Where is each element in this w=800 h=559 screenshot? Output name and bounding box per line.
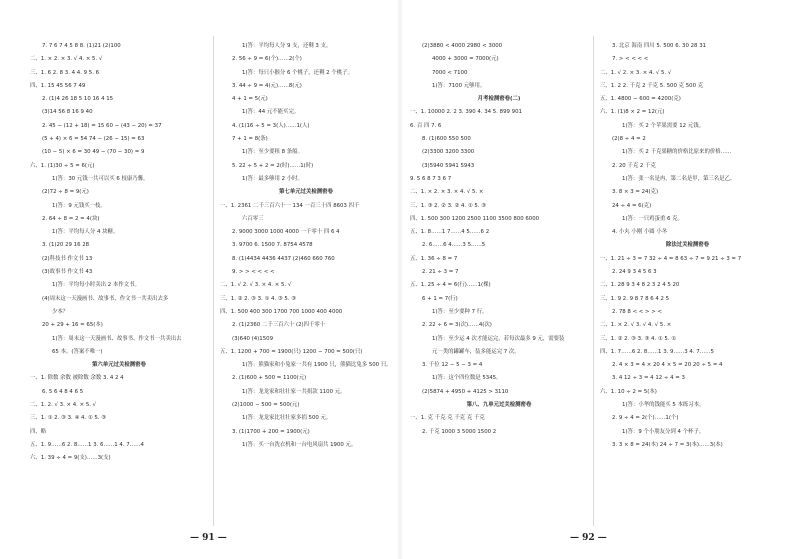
answer-line: 2. 64 ÷ 8 = 2 = 4(块) (42, 215, 100, 222)
answer-line: 2. 千克 1000 3 5000 1500 2 (422, 428, 497, 435)
answer-line: (3)故事书 作文书 43 (42, 269, 93, 276)
answer-line: 1)答：龙龙家比壮壮家多捐 500 元。 (242, 415, 332, 422)
answer-line: 二、1. × 2. × 3. × 4. √ 5. × (410, 189, 484, 196)
answer-line: 4. 小丸 小刚 小圆 小冬 (612, 229, 668, 236)
answer-line: 24 ÷ 4 = 6(克) (612, 202, 652, 209)
answer-line: (2)3880 < 4000 2980 < 3000 (422, 43, 503, 49)
answer-line: (2)72 ÷ 8 = 9(元) (42, 189, 89, 196)
answer-line: 三、1. ① 2. ③ 3. ④ 4. ① 5. ③ (30, 415, 107, 422)
answer-line: 8. (1)600 550 500 (422, 136, 471, 143)
answer-line: 4. (1)16 ÷ 5 = 3(人)……1(人) (232, 122, 310, 129)
answer-line: 2. 22 ÷ 6 = 3(次)……4(次) (422, 322, 492, 329)
section-heading: 第八、九单元过关检测密卷 (466, 402, 532, 409)
answer-line: 7 + 1 = 8(条) (232, 136, 268, 143)
answer-line: 2. 20 千克 2 千克 (612, 162, 656, 169)
answer-line: 2. 78 8 < < > > < (612, 308, 663, 315)
answer-line: (3)5940 5941 5943 (422, 162, 475, 169)
answer-line: 五、1. 25 ÷ 4 = 6(行)……1(棵) (410, 282, 491, 289)
answer-line: 1)答：平均每人分 4 块糖。 (52, 229, 119, 236)
answer-line: (5 + 4) × 6 = 54 74 − (26 − 15) = 63 (42, 136, 145, 143)
answer-line: 1)答：这个四位数是 5345。 (432, 375, 502, 382)
answer-line: 六、1. (1)30 ÷ 5 = 6(元) (30, 162, 95, 169)
answer-line: 四、1. 15 45 56 7 49 (30, 82, 86, 89)
page-gutter (398, 0, 402, 559)
answer-line: 1)答：至少运 4 次才能运完，若每次最多 9 元，需要装 (432, 335, 565, 342)
answer-line: (4)周末这一天漫画书、故事书、作文书一共卖出去多 (42, 295, 169, 302)
answer-line: 一、1. 克 千克 克 千克 克 千克 (410, 415, 485, 422)
answer-line: 一、1. 除数 余数 被除数 余数 3. 4 2 4 (30, 375, 124, 382)
answer-line: 5. 22 ÷ 5 + 2 = 2(时)……1(时) (232, 162, 314, 169)
answer-line: 一、1. 21 ÷ 3 = 7 32 ÷ 4 = 8 63 ÷ 7 = 9 21 ÷ 3 = 7 (600, 255, 742, 262)
answer-line: 三、1. 9 2. 9 8 7 8 6 4 2 5 (600, 295, 670, 302)
answer-line: 三、1. 2 2. 千克 2 千克 5. 500 克 500 克 (600, 82, 704, 89)
answer-line: 6 + 1 = 7(行) (422, 295, 458, 302)
answer-line: 二、1. × 2. √ 3. √ 4. √ 5. × (600, 322, 672, 329)
answer-line: (2)科技书 作文书 13 (42, 255, 93, 262)
answer-line: 7. > < < < < (612, 56, 649, 63)
answer-line: 2. 56 ÷ 9 = 6(个)……2(个) (232, 56, 302, 63)
answer-line: 3. 9700 6. 1500 7. 8754 4578 (232, 242, 313, 249)
answer-line: 二、1. √ 2. √ 3. × 4. × 5. √ (220, 282, 292, 289)
answer-line: 1)答：买 2 千克果糖的价格比原来的价格…… (622, 149, 732, 156)
answer-line: 2. 9 ÷ 4 = 2(个)……1(个) (612, 415, 679, 422)
answer-line: 少本？ (52, 308, 69, 315)
answer-line: 3. 北京 海南 四川 5. 500 6. 30 28 31 (612, 43, 707, 49)
answer-line: 1)答：一只鸡蛋重 6 克。 (622, 215, 683, 222)
answer-line: 3. (1)20 29 16 28 (42, 242, 90, 249)
answer-line: 9. > > < < < < (232, 269, 275, 276)
answer-line: 三、1. ② 2. ③ 3. ① 4. ③ 5. ③ (220, 295, 297, 302)
answer-line: 9. 5 6 8 7 3 6 7 (410, 175, 452, 182)
answer-line: 1)答：周末这一天漫画书、故事书、作文书一共卖出去 (52, 335, 182, 342)
answer-line: 2. 45 − (12 + 18) = 15 60 − (43 − 20) = 37 (42, 122, 162, 129)
answer-line: 1)答：至少要租 8 条船。 (242, 149, 303, 156)
answer-line: 一、1. 10000 2. 2 3. 390 4. 34 5. 899 901 (410, 109, 522, 116)
column-2 (220, 40, 392, 520)
answer-line: 6. 5 6 4 8 4 6 5 (42, 388, 84, 395)
answer-line: 4000 + 3000 = 7000(元) (432, 56, 499, 63)
answer-line: 二、1. × 2. × 3. √ 4. × 5. √ (30, 56, 103, 63)
answer-line: 1)答：7100 元够用。 (432, 82, 486, 89)
answer-line: 五、1. 4800 − 600 = 4200(克) (600, 96, 681, 103)
answer-line: 2. 21 ÷ 3 = 7 (422, 269, 459, 276)
section-heading: 除法过关检测密卷 (665, 242, 710, 249)
column-divider (593, 36, 594, 526)
answer-line: 六、1. 39 ÷ 4 = 9(支)……3(支) (30, 455, 111, 462)
answer-line: 3. 4 12 ÷ 3 = 4 12 ÷ 4 = 3 (612, 375, 685, 382)
answer-line: 1)答：最多够用 2 小时。 (242, 175, 303, 182)
answer-line: (2)1000 − 500 = 500(元) (232, 402, 300, 409)
answer-line: 2. (1)2360 二千三百六十 (2)四千零十 (232, 322, 326, 329)
column-divider (213, 36, 214, 526)
answer-line: 1)答：平均每人分 9 支，还剩 3 支。 (242, 43, 332, 49)
answer-line: 元一类的罐罐车，装多能运完 7 次。 (432, 348, 520, 355)
answer-line: 1)答：买一台洗衣机和一台电风扇共 1900 元。 (242, 441, 357, 448)
answer-line: 6. 百 四 7. 6 (410, 122, 442, 129)
answer-line: (3)14 56 8 16 9 40 (42, 109, 93, 116)
answer-line: 二、1. 2. √ 3. × 4. × 5. √ (30, 402, 97, 409)
answer-line: 3. 8 × 3 = 24(克) (612, 189, 659, 196)
answer-line: 三、1. ② 2. ③ 3. ③ 4. ① 5. ① (600, 335, 677, 342)
answer-line: 1)答：张一名是冉，第二名是甲，第三名是乙。 (622, 175, 736, 182)
answer-line: 3. (1)1700 + 200 = 1900(元) (232, 428, 310, 435)
page-number-right: — 92 — (570, 533, 607, 543)
answer-line: 2. 24 9 3 4 5 6 3 (612, 269, 657, 276)
answer-line: 20 + 29 + 16 = 65(本) (42, 322, 103, 329)
answer-line: 1)答：平均每小时卖出 2 本作文书。 (52, 282, 140, 289)
answer-line: 2. 6……6 4……3 5……5 (422, 242, 486, 249)
answer-line: 1)答：9 元钱买一枝。 (52, 202, 106, 209)
answer-line: 六百零三 (242, 215, 264, 222)
answer-line: (10 − 5) × 6 = 30 49 − (70 − 30) = 9 (42, 149, 145, 156)
answer-line: 四、1. 7……6 2. 8……1 3. 9……3 4. 7……5 (600, 348, 714, 355)
answer-line: 六、1. (1)8 × 2 = 12(元) (600, 109, 665, 116)
page-number-left: — 91 — (190, 533, 227, 543)
answer-line: 1)答：熊猫家和小兔家一共有 1900 只，熊猫比兔多 500 只。 (242, 362, 392, 369)
section-heading: 第六单元过关检测密卷 (92, 362, 146, 369)
answer-line: 1)答：至少要种 7 行。 (432, 308, 488, 315)
answer-line: 1)答：小华的钱能买 5 本练习本。 (622, 402, 705, 409)
answer-line: 7000 < 7100 (432, 69, 468, 76)
answer-line: 3. 千位 12 − 5 − 3 = 4 (422, 362, 483, 369)
answer-line: 三、1. ③ 2. ② 3. ② 4. ① 5. ③ (410, 202, 487, 209)
answer-line: 1)答：买 2 个苹果需要 12 元钱。 (622, 122, 704, 129)
answer-line: 2. 4 × 3 = 4 × 20 4 × 5 = 20 20 ÷ 5 = 4 (612, 362, 723, 369)
answer-line: 8. (1)4434 4436 4437 (2)460 660 760 (232, 255, 335, 262)
answer-line: 五、1. 1200 + 700 = 1900(只) 1200 − 700 = 500(只) (220, 348, 363, 355)
answer-line: 四、1. 500 400 300 1700 700 1000 400 4000 (220, 308, 343, 315)
answer-line: 五、1. 36 ÷ 8 = 7 (410, 255, 458, 262)
answer-line: 3. 3 × 8 = 24(本) 24 ÷ 7 = 3(本)……3(本) (612, 441, 723, 448)
column-3 (410, 40, 588, 520)
answer-line: 7. 7 6 7 4 5 8 8. (1)21 (2)100 (42, 43, 121, 49)
answer-line: 五、1. 8……1 7……4 5……6 2 (410, 229, 490, 236)
answer-line: 65 本。(答案不唯一) (52, 348, 103, 355)
answer-line: 2. 9000 3000 1000 4000 一千零十 四 6 4 (232, 229, 340, 236)
answer-line: 四、1. 500 300 1200 2500 1100 3500 800 6000 (410, 215, 540, 222)
answer-line: 二、1. √ 2. × 3. × 4. √ 5. √ (600, 69, 672, 76)
answer-line: 六、1. 10 ÷ 2 = 5(本) (600, 388, 657, 395)
answer-line: 五、1. 9……6 2. 8……1 3. 6……1 4. 7……4 (30, 441, 144, 448)
answer-line: 1)答：龙龙家和壮壮家一共捐款 1100 元。 (242, 388, 346, 395)
column-4 (600, 40, 775, 520)
answer-line: 三、1. 6 2. 8 3. 4 4. 9 5. 6 (30, 69, 100, 76)
answer-line: (2)3300 3200 3300 (422, 149, 475, 156)
answer-line: 四、略 (30, 428, 47, 435)
answer-line: 一、1. 2361 二千三百六十一 134 一百三十四 8603 四千 (220, 202, 360, 209)
section-heading: 第七单元过关检测密卷 (279, 189, 333, 196)
section-heading: 月考检测密卷(二) (477, 96, 521, 103)
answer-line: 2. (1)600 + 500 = 1100(元) (232, 375, 307, 382)
answer-line: 1)答：9 个小朋友分到 4 个杯子。 (622, 428, 705, 435)
answer-line: (2)8 ÷ 4 = 2 (612, 136, 646, 143)
answer-line: 4 + 1 = 5(元) (232, 96, 268, 103)
answer-line: 2. (1)4 26 18 5 10 16 4 15 (42, 96, 114, 103)
answer-line: 二、1. 28 9 3 4 8 2 3 2 4 5 20 (600, 282, 680, 289)
answer-line: (3)640 (4)1509 (232, 335, 273, 342)
column-1 (30, 40, 208, 520)
answer-line: 1)答：每只小猴分 6 个桃子，还剩 2 个桃子。 (242, 69, 353, 76)
answer-line: 1)答：30 元钱一共可以买 6 枝康乃馨。 (52, 175, 149, 182)
answer-line: 3. 44 ÷ 9 = 4(元)……8(元) (232, 82, 302, 89)
answer-line: (2)5874 + 4950 + 4125 > 3110 (422, 388, 509, 395)
answer-line: 1)答：44 元不能买完。 (242, 109, 300, 116)
